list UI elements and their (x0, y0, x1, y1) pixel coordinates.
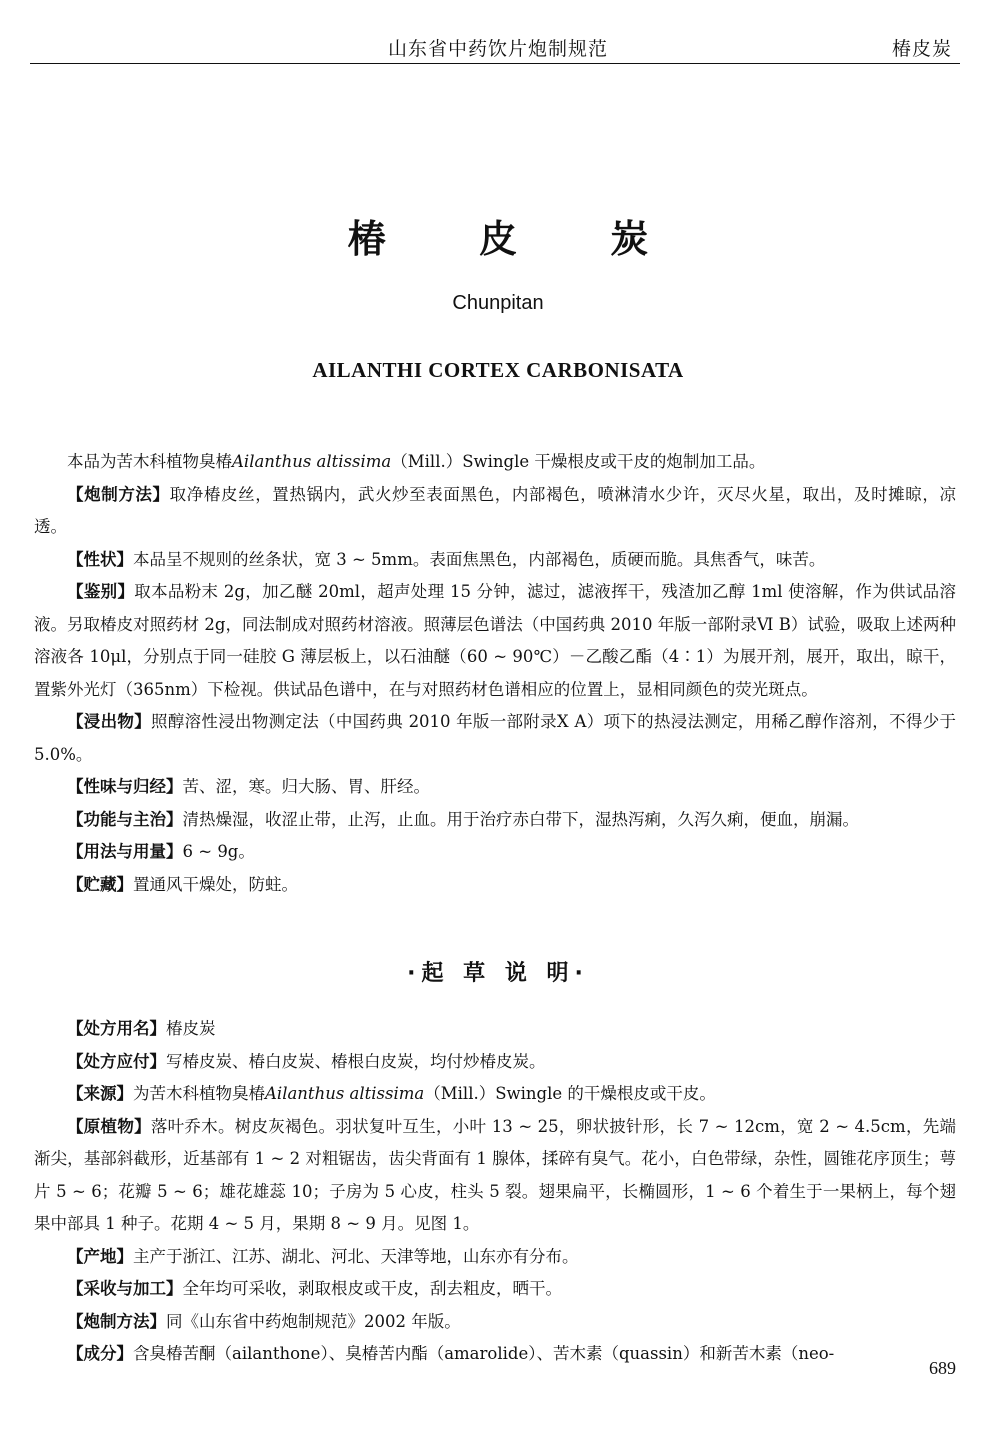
section-text: 取净椿皮丝，置热锅内，武火炒至表面黑色，内部褐色，喷淋清水少许，灭尽火星，取出，及时摊晾，凉透。 (34, 484, 957, 536)
usage-paragraph (34, 836, 956, 869)
drafting-notes-heading: ·起 草 说 明· (407, 961, 589, 986)
section-text: 椿皮炭 (166, 1019, 216, 1038)
notes-plant-paragraph (34, 1111, 956, 1241)
section-label: 【原植物】 (67, 1116, 151, 1136)
section-text: 为苦木科植物臭椿 (133, 1084, 265, 1103)
section-label: 【处方用名】 (67, 1019, 166, 1038)
section-label: 【炮制方法】 (67, 484, 170, 504)
scientific-name: Ailanthus altissima (265, 1084, 425, 1103)
running-section-title: 椿皮炭 (891, 38, 952, 60)
notes-origin-paragraph (34, 1241, 956, 1274)
page-number: 689 (929, 1358, 956, 1378)
section-text: 同《山东省中药炮制规范》2002 年版。 (166, 1311, 461, 1331)
section-text: 照醇溶性浸出物测定法（中国药典 2010 年版一部附录Ⅹ A）项下的热浸法测定，用稀乙醇作溶剂，不得少于 5.0%。 (34, 712, 957, 764)
header-rule (30, 63, 960, 64)
notes-dispense-paragraph (34, 1046, 956, 1079)
nature-paragraph (34, 771, 956, 804)
section-label: 【产地】 (67, 1246, 133, 1266)
section-text: 写椿皮炭、椿白皮炭、椿根白皮炭，均付炒椿皮炭。 (166, 1051, 546, 1071)
identification-paragraph (34, 576, 956, 706)
section-text: 含臭椿苦酮（ailanthone）、臭椿苦内酯（amarolide）、苦木素（quassin）和新苦木素（neo- (133, 1344, 835, 1363)
notes-processing-paragraph (34, 1306, 956, 1339)
pinyin-name: Chunpitan (452, 292, 544, 314)
section-label: 【来源】 (67, 1084, 133, 1103)
section-text: 本品呈不规则的丝条状，宽 3 ~ 5mm。表面焦黑色，内部褐色，质硬而脆。具焦香气，味苦。 (133, 549, 826, 569)
notes-name-paragraph (34, 1013, 956, 1046)
section-text: 6 ~ 9g。 (182, 842, 255, 861)
section-label: 【功能与主治】 (67, 809, 183, 829)
intro-text: 本品为苦木科植物臭椿 (67, 452, 232, 471)
section-label: 【鉴别】 (67, 582, 135, 601)
function-paragraph (34, 804, 956, 837)
section-text: 置通风干燥处，防蛀。 (133, 874, 298, 894)
page-title: 椿 皮 炭 (347, 217, 689, 261)
extract-paragraph (34, 706, 956, 771)
section-text: 取本品粉末 2g，加乙醚 20ml，超声处理 15 分钟，滤过，滤液挥干，残渣加乙醇 1ml 使溶解，作为供试品溶液。另取椿皮对照药材 2g，同法制成对照药材溶液。照薄层色谱法（中国药典 2010 年版一部附录Ⅵ B）试验，吸取上述两种溶液各 10μl，分别点于同一硅胶 G 薄层板上，以石油醚（60 ~ 90℃）－乙酸乙酯（4∶1）为展开剂，展开，取出，晾干，置紫外光灯（365nm）下检视。供试品色谱中，在与对照药材色谱相应的位置上，显相同颜色的荧光斑点。 (34, 582, 956, 699)
section-text: 全年均可采收，剥取根皮或干皮，刮去粗皮，晒干。 (182, 1279, 562, 1298)
section-label: 【炮制方法】 (67, 1311, 166, 1331)
section-text: 主产于浙江、江苏、湖北、河北、天津等地，山东亦有分布。 (133, 1246, 579, 1266)
drafting-notes-body (34, 1013, 956, 1371)
section-label: 【性味与归经】 (67, 777, 183, 796)
section-label: 【性状】 (67, 549, 133, 569)
storage-paragraph (34, 869, 956, 902)
scientific-name: Ailanthus altissima (232, 452, 392, 471)
section-label: 【贮藏】 (67, 874, 133, 894)
section-text-end: （Mill.）Swingle 的干燥根皮或干皮。 (424, 1084, 716, 1103)
latin-name: AILANTHI CORTEX CARBONISATA (312, 358, 684, 382)
section-label: 【采收与加工】 (67, 1279, 183, 1298)
processing-paragraph (34, 479, 956, 544)
intro-paragraph (34, 446, 956, 479)
section-label: 【成分】 (67, 1344, 133, 1363)
notes-source-paragraph (34, 1078, 956, 1111)
section-text: 清热燥湿，收涩止带，止泻，止血。用于治疗赤白带下，湿热泻痢，久泻久痢，便血，崩漏。 (182, 809, 859, 829)
book-title: 山东省中药饮片炮制规范 (388, 38, 609, 60)
intro-text-end: （Mill.）Swingle 干燥根皮或干皮的炮制加工品。 (391, 452, 766, 471)
character-paragraph (34, 544, 956, 577)
section-text: 苦、涩，寒。归大肠、胃、肝经。 (182, 777, 430, 796)
running-header (30, 28, 960, 68)
section-label: 【用法与用量】 (67, 842, 183, 861)
section-label: 【浸出物】 (67, 712, 152, 731)
monograph-body (34, 446, 956, 901)
notes-harvest-paragraph (34, 1273, 956, 1306)
notes-components-paragraph (34, 1338, 956, 1371)
section-label: 【处方应付】 (67, 1051, 166, 1071)
section-text: 落叶乔木。树皮灰褐色。羽状复叶互生，小叶 13 ~ 25，卵状披针形，长 7 ~ 12cm，宽 2 ~ 4.5cm，先端渐尖，基部斜截形，近基部有 1 ~ 2 对粗锯齿，齿尖背面有 1 腺体，揉碎有臭气。花小，白色带绿，杂性，圆锥花序顶生；萼片 5 ~ 6；花瓣 5 ~ 6；雄花雄蕊 10；子房为 5 心皮，柱头 5 裂。翅果扁平，长椭圆形，1 ~ 6 个着生于一果柄上，每个翅果中部具 1 种子。花期 4 ~ 5 月，果期 8 ~ 9 月。见图 1。 (34, 1116, 956, 1233)
